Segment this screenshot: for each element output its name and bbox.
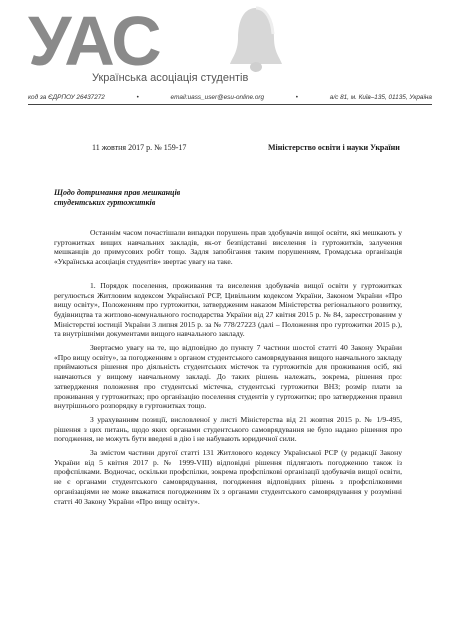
edrpou-code: код за ЄДРПОУ 26437272 — [28, 94, 105, 101]
subject-line: студентських гуртожитків — [54, 198, 156, 207]
paragraph: Останнім часом почастішали випадки порушень прав здобувачів вищої освіти, які мешкають у гуртожитках вищих навчальних закладів, як-от безпідставні виселення із гуртожитків, залучення мешканців до примусових робіт тощо. Задля запобігання таким порушенням, Громадська організація «Українська асоціація студентів» звертає увагу на таке. — [54, 228, 402, 267]
letter-subject — [54, 188, 180, 208]
letter-reference: 11 жовтня 2017 р. № 159-17 — [92, 143, 187, 152]
contact-bar — [28, 94, 432, 101]
logo-text: УАС — [28, 2, 160, 80]
postal-address: а/с 81, м. Київ–135, 01135, Україна — [329, 94, 432, 101]
header-divider — [28, 104, 432, 105]
paragraph: З урахуванням позиції, висловленої у листі Міністерства від 21 жовтня 2015 р. № 1/9-495, рішення з цих питань, щодо яких органами студентського самоврядування не було надано рішення про погодження, не можуть бути введені в дію і не набувають юридичної сили. — [54, 414, 402, 444]
letter-recipient: Міністерство освіти і науки України — [268, 143, 400, 152]
paragraph: Звертаємо увагу на те, що відповідно до пункту 7 частини шостої статті 40 Закону України «Про вищу освіту», за погодженням з органом студентського самоврядування вищого навчального закладу приймаються рішення про діяльність студентських містечок та гуртожитків для проживання осіб, які навчаються у вищому навчальному закладі. До таких рішень належать, зокрема, рішення про: затвердження положення про студентські містечка, студентські гуртожитки ВНЗ; розмір плати за проживання у гуртожитках; про організацію поселення студентів у гуртожитки; про затвердження правил внутрішнього розпорядку в гуртожитках тощо. — [54, 343, 402, 411]
organization-logo — [28, 2, 428, 86]
paragraph: За змістом частини другої статті 131 Житлового кодексу Української РСР (у редакції Закону України від 5 квітня 2017 р. № 1999-VIII) відповідні рішення підлягають погодженню також із профспілками. Водночас, оскільки профспілки, зокрема профспілкові організації здобувачів вищої освіти, не є органами студентського самоврядування, погодження відповідних рішень з профспілковими організаціями не може вважатися погодженням їх з органами студентського самоврядування у розумінні статті 40 Закону України «Про вищу освіту». — [54, 448, 402, 506]
bell-icon — [228, 4, 284, 74]
subject-line: Щодо дотримання прав мешканців — [54, 188, 181, 197]
organization-name: Українська асоціація студентів — [92, 72, 249, 84]
separator-dot: • — [136, 94, 139, 101]
email-address[interactable]: email:uass_user@esu-online.org — [170, 94, 265, 101]
paragraph: 1. Порядок поселення, проживання та виселення здобувачів вищої освіти у гуртожитках регулюється Житловим кодексом Української РСР, Цивільним кодексом України, Законом України «Про вищу освіту», Положенням про гуртожитки, затвердженим наказом Міністерства регіонального розвитку, будівництва та житлово-комунального господарства України від 27 квітня 2015 р. № 84, зареєстрованим у Міністерстві юстиції України 3 липня 2015 р. за № 778/27223 (далі – Положення про гуртожитки 2015 р.), та внутрішніми документами вищого навчального закладу. — [54, 280, 402, 339]
letter-body — [54, 228, 402, 510]
separator-dot: • — [295, 94, 299, 101]
